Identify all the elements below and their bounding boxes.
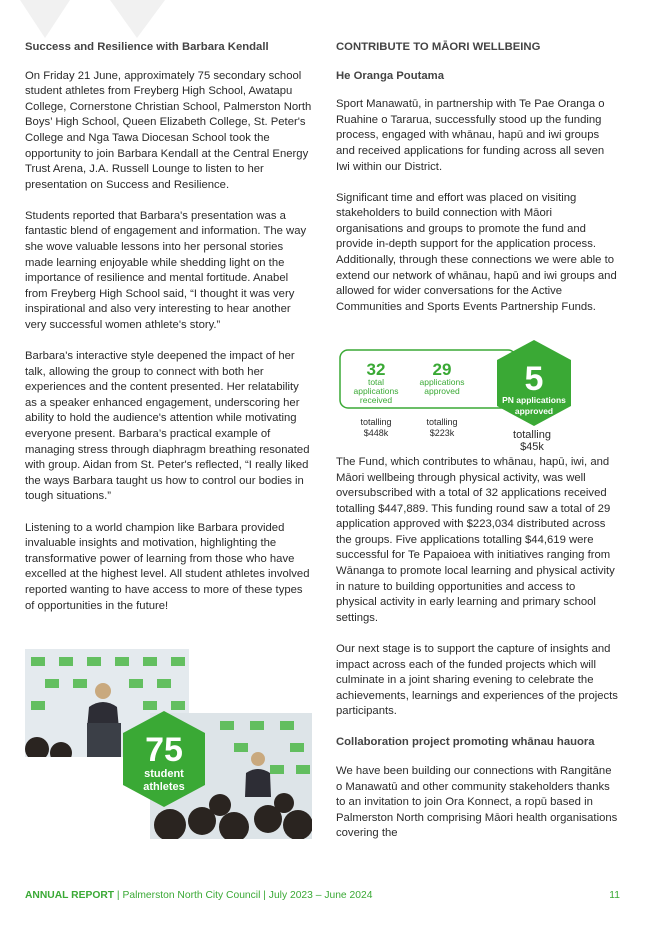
funding-stats-infographic (336, 340, 576, 456)
collab-heading: Collaboration project promoting whānau hauora (336, 736, 595, 749)
received-label: received (359, 395, 393, 405)
footer-period: July 2023 – June 2024 (268, 890, 373, 901)
footer-separator: | (260, 890, 269, 901)
approved-total: totalling (426, 417, 458, 427)
left-column (25, 40, 312, 630)
received-total: $448k (363, 428, 389, 438)
sub-heading: He Oranga Poutama (336, 69, 444, 82)
paragraph: Listening to a world champion like Barbara provided invaluable insights and motivation, highlighting the transformative power of learning from those who have excelled at the highest level. All student athletes involved reported wanting to have access to more of these types of opportunities in the future! (25, 521, 310, 612)
approved-label: applications (419, 377, 465, 387)
paragraph: Sport Manawatū, in partnership with Te Pae Oranga o Ruahine o Tararua, successfully stood up the funding process, engaged with whānau, hapū and iwi groups and received applications for funding across all seven Iwi within our District. (336, 98, 605, 173)
approved-total: $223k (429, 428, 455, 438)
article-heading: Success and Resilience with Barbara Kendall (25, 41, 269, 53)
pn-label: approved (514, 406, 554, 416)
footer-brand: ANNUAL REPORT (25, 890, 115, 901)
received-number: 32 (366, 360, 386, 379)
paragraph: Our next stage is to support the capture of insights and impact across each of the funded projects which will culminate in a joint sharing evening to celebrate the achievements, learnings and experiences of the projects participants. (336, 642, 618, 718)
approved-number: 29 (432, 360, 452, 379)
decorative-chevrons (0, 0, 200, 40)
received-label: total (367, 377, 385, 387)
pn-number: 5 (524, 360, 544, 398)
photo-collage (25, 649, 312, 839)
paragraph: Barbara's interactive style deepened the impact of her talk, allowing the group to connect with both her experiences and the content presented. Her relatability as a speaker enhanced engagement, underscoring her ability to hold the audience's attention while motivating everyone present. Barbara’s practical example of managing stress through diaphragm breathing resonated with group. Aidan from St. Peter's reflected, “I really liked the ways Barbara taught us how to control our bodies in tough situations.” (25, 350, 310, 503)
student-athletes-badge (119, 709, 209, 809)
pn-total: $45k (520, 441, 544, 453)
footer-separator: | (114, 890, 123, 901)
badge-number: 75 (145, 731, 183, 769)
badge-label: athletes (143, 781, 185, 793)
approved-label: approved (424, 386, 460, 396)
paragraph: We have been building our connections with Rangitāne o Manawatū and other community stakeholders thanks to an invitation to join Ora Konnect, a ropū based in Palmerston North comprising Māori health organisations covering the (336, 765, 618, 840)
received-label: applications (353, 386, 399, 396)
paragraph: The Fund, which contributes to whānau, hapū, iwi, and Māori wellbeing through physical activity, was well oversubscribed with a total of 32 applications received totalling $447,889. This funding round saw a total of 29 application approved with $223,034 distributed across the groups. Five applications totalling $44,619 were successful for Te Papaioea with initiatives ranging from Wānanga to promote local learning and physical activity in nature to building opportunities and access to physical activity in early learning and primary school settings. (336, 455, 615, 624)
paragraph: Students reported that Barbara's presentation was a fantastic blend of engagement and information. The way she wove valuable lessons into her personal stories made learning enjoyable while shedding light on the importance of resilience and mental fortitude. Anabel from Freyberg High School said, “I thought it was very inspirational and also very interesting to hear another very successful women athlete's story.” (25, 209, 307, 331)
badge-label: student (144, 768, 184, 780)
paragraph: On Friday 21 June, approximately 75 secondary school student athletes from Freyberg High School, Awatapu College, Cornerstone Christian School, Palmerston North Boys’ High School, Queen Elizabeth College, St. Peter's College and Nga Tawa Diocesan School took the opportunity to join Barbara Kendall at the Central Energy Trust Arena, J.A. Russell Lounge to listen to her presentation on Success and Resilience. (25, 69, 312, 191)
paragraph: Significant time and effort was placed on visiting stakeholders to build connection with Māori organisations and groups to promote the fund and provide in-depth support for the application process. Additionally, through these connections we were able to extend our network of whānau, hapū and iwi groups and allowed for wider conversations for the Active Communities and Sports Events Partnership Funds. (336, 191, 617, 313)
page-number: 11 (609, 890, 620, 901)
page-footer (25, 890, 620, 901)
footer-org: Palmerston North City Council (122, 890, 261, 901)
received-total: totalling (360, 417, 392, 427)
pn-label: PN applications (502, 395, 566, 405)
section-heading: CONTRIBUTE TO MĀORI WELLBEING (336, 41, 541, 53)
pn-total: totalling (513, 429, 551, 441)
